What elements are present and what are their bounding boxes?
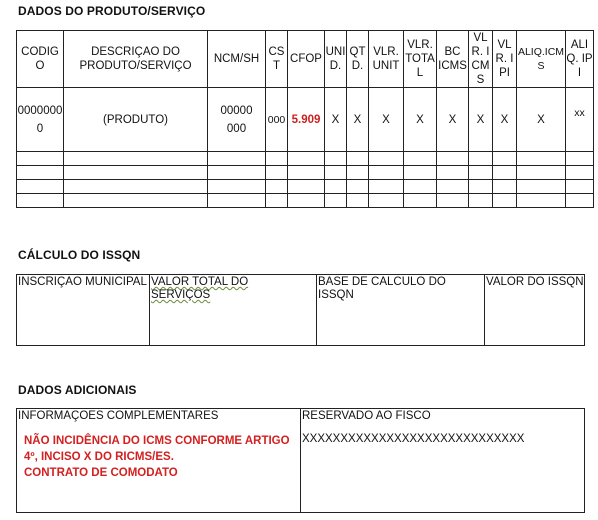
adicionais-section-title: DADOS ADICIONAIS [18,383,137,397]
col-cst: CST [266,31,288,88]
col-vlr-ipi: VLR. IPI [493,31,517,88]
adicionais-box [16,408,585,513]
base-calculo-label: BASE DE CALCULO DO ISSQN [318,276,446,301]
info-line-2: 4º, INCISO X DO RICMS/ES. [24,451,174,463]
cell-aliq-icms: X [517,88,566,152]
col-codigo: CODIGO [17,31,64,88]
cell-qtd: X [347,88,369,152]
col-ncm: NCM/SH [208,31,266,88]
servicos-label: SERVIÇOS [151,289,211,301]
base-calculo-cell [317,275,485,345]
cell-vlr-total: X [404,88,437,152]
col-aliq-icms: ALIQ.ICMS [517,31,566,88]
valor-total-servicos-cell [150,275,317,345]
cell-aliq-ipi: xx [566,88,594,152]
cell-vlr-icms: X [469,88,493,152]
reservado-fisco-cell [301,409,584,512]
inscricao-municipal-cell [17,275,150,345]
header-row [17,31,594,88]
info-line-3: CONTRATO DE COMODATO [24,467,178,479]
produto-section-title: DADOS DO PRODUTO/SERVIÇO [18,4,206,18]
informacoes-complementares-cell [17,409,301,512]
col-qtd: QTD. [347,31,369,88]
cell-vlr-ipi: X [493,88,517,152]
empty-row [17,152,594,166]
valor-issqn-label: VALOR DO ISSQN [486,276,584,288]
informacoes-complementares-label: INFORMAÇOES COMPLEMENTARES [18,410,219,422]
produto-table [16,30,594,208]
col-vlr-icms: VLR. ICMS [469,31,493,88]
reservado-fisco-label: RESERVADO AO FISCO [302,410,431,422]
col-cfop: CFOP [288,31,325,88]
empty-row [17,166,594,180]
cell-codigo: 00000000 [17,88,64,152]
inscricao-municipal-label: INSCRIÇAO MUNICIPAL [18,276,147,288]
cell-unid: X [325,88,347,152]
cell-cfop: 5.909 [288,88,325,152]
cell-descricao: (PRODUTO) [64,88,208,152]
valor-total-label: VALOR TOTAL DO [151,276,249,288]
col-descricao: DESCRIÇAO DO PRODUTO/SERVIÇO [64,31,208,88]
col-bc-icms: BC ICMS [437,31,469,88]
produto-row [17,88,594,152]
empty-row [17,194,594,208]
col-aliq-ipi: ALIQ. IPI [566,31,594,88]
issqn-section-title: CÁLCULO DO ISSQN [18,248,141,262]
col-unid: UNID. [325,31,347,88]
reservado-fisco-value: XXXXXXXXXXXXXXXXXXXXXXXXXXXXX [302,433,525,445]
valor-issqn-cell [485,275,584,345]
cell-vlr-unit: X [369,88,404,152]
cell-bc-icms: X [437,88,469,152]
col-vlr-total: VLR. TOTAL [404,31,437,88]
cell-cst: 000 [266,88,288,152]
cell-ncm: 00000000 [208,88,266,152]
col-vlr-unit: VLR. UNIT [369,31,404,88]
empty-row [17,180,594,194]
issqn-box [16,274,585,346]
info-line-1: NÃO INCIDÊNCIA DO ICMS CONFORME ARTIGO [24,435,290,447]
